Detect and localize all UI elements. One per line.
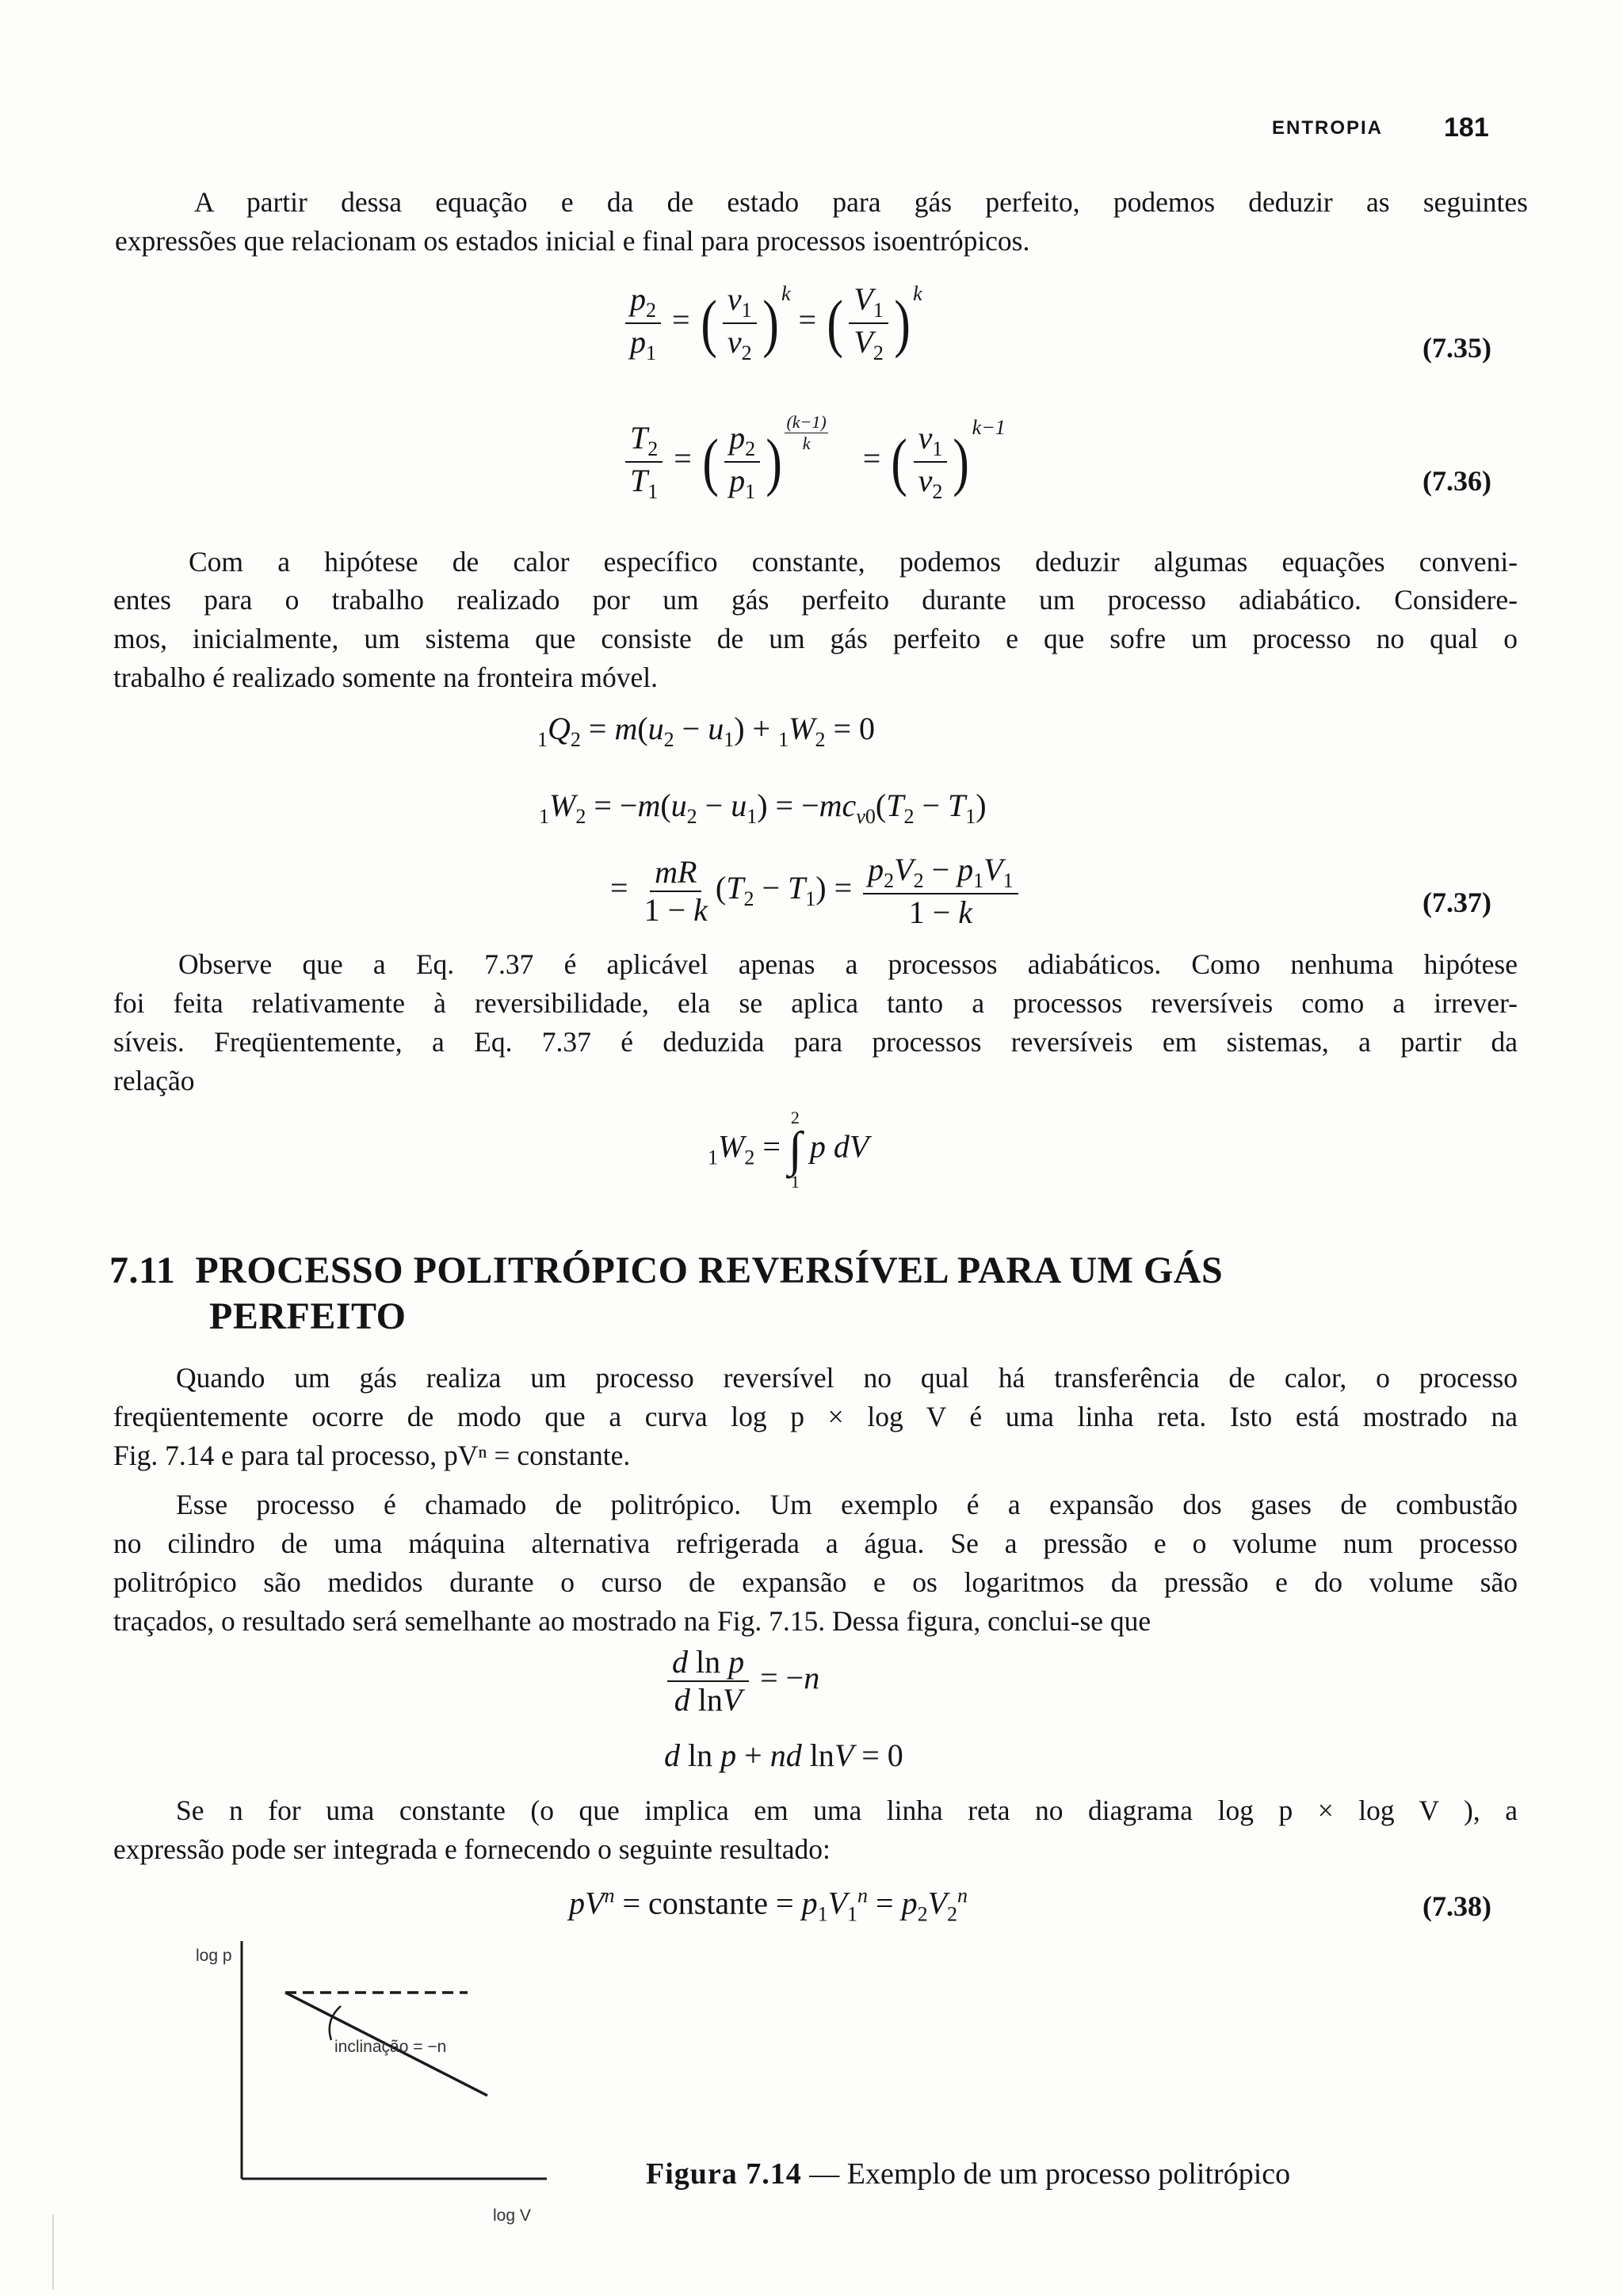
- page-number: 181: [1444, 113, 1489, 143]
- section-heading: [109, 1248, 1361, 1340]
- running-header-section: ENTROPIA: [1272, 117, 1384, 139]
- paragraph-line: Fig. 7.14 e para tal processo, pVⁿ = constante.: [113, 1440, 631, 1471]
- paragraph-line: Esse processo é chamado de politrópico. Um exemplo é a expansão dos gases de combustão: [176, 1489, 1518, 1520]
- figure-y-axis-label: log p: [196, 1947, 232, 1965]
- paragraph-line: Quando um gás realiza um processo reversível no qual há transferência de calor, o processo: [176, 1362, 1518, 1394]
- paragraph-line: freqüentemente ocorre de modo que a curva log p × log V é uma linha reta. Isto está mostrado na: [113, 1401, 1518, 1432]
- paragraph-line: síveis. Freqüentemente, a Eq. 7.37 é deduzida para processos reversíveis em sistemas, a partir da: [113, 1026, 1518, 1058]
- slope-angle-arc: [330, 2006, 341, 2040]
- equation-number: (7.35): [1423, 332, 1491, 364]
- paragraph-line: Observe que a Eq. 7.37 é aplicável apenas a processos adiabáticos. Como nenhuma hipótese: [178, 948, 1518, 980]
- paragraph-line: expressão pode ser integrada e fornecendo o seguinte resultado:: [113, 1833, 831, 1865]
- section-title-line: PROCESSO POLITRÓPICO REVERSÍVEL PARA UM GÁS: [195, 1249, 1224, 1291]
- equation-dln-sum: d ln p + nd lnV = 0: [664, 1737, 903, 1773]
- paragraph-line: mos, inicialmente, um sistema que consiste de um gás perfeito e que sofre um processo no qual o: [113, 623, 1518, 654]
- equation-integral: $_1W_2$ = 2 ∫ 1 p dV: [708, 1108, 869, 1192]
- figure-polytropic-plot: [230, 1941, 563, 2203]
- paragraph-line: Se n for uma constante (o que implica em uma linha reta no diagrama log p × log V ), a: [176, 1794, 1518, 1826]
- paragraph-line: no cilindro de uma máquina alternativa refrigerada a água. Se a pressão e o volume num processo: [113, 1527, 1518, 1559]
- page-edge-mark: [52, 2214, 54, 2290]
- paragraph-line: Com a hipótese de calor específico constante, podemos deduzir algumas equações conveni-: [189, 546, 1518, 578]
- equation-number: (7.36): [1423, 465, 1491, 497]
- equation-7-37: = $\frac{mR}{1 - k}$ $(T_2 - T_1)$ = $\frac{p_2V_2 - p_1V_1}{1 - k}$: [610, 852, 1022, 931]
- paragraph-line: trabalho é realizado somente na fronteira móvel.: [113, 662, 659, 693]
- equation-7-35: $\frac{p_2}{p_1}$ = ( $\frac{v_1}{v_2}$ ) $^k$ = ( $\frac{V_1}{V_2}$ ) $^k$: [622, 281, 922, 365]
- paragraph-line: traçados, o resultado será semelhante ao mostrado na Fig. 7.15. Dessa figura, conclui-se que: [113, 1605, 1151, 1637]
- paragraph-line: entes para o trabalho realizado por um gás perfeito durante um processo adiabático. Considere-: [113, 584, 1518, 616]
- figure-x-axis-label: log V: [493, 2206, 531, 2225]
- figure-caption-text: — Exemplo de um processo politrópico: [801, 2157, 1291, 2191]
- paragraph-line: relação: [113, 1065, 195, 1097]
- equation-number: (7.38): [1423, 1890, 1491, 1922]
- paragraph-line: A partir dessa equação e da de estado para gás perfeito, podemos deduzir as seguintes: [194, 186, 1528, 218]
- paragraph-line: foi feita relativamente à reversibilidade, ela se aplica tanto a processos reversíveis como a irrever-: [113, 987, 1518, 1019]
- equation-7-36: $\frac{T_2}{T_1}$ = ( $\frac{p_2}{p_1}$ ) $\frac{(k-1)}{k}$ = ( $\frac{v_1}{v_2}$ ) $^{k-1}$: [622, 412, 1006, 504]
- equation-work: $_1W_2 = -m(u_2 - u_1) = -mc_{v0}(T_2 - T_1)$: [539, 788, 987, 828]
- equation-first-law: $_1Q_2 = m(u_2 - u_1) + _1W_2 = 0$: [537, 711, 876, 751]
- section-title-line: PERFEITO: [209, 1295, 407, 1337]
- equation-dln-ratio: $\frac{\text{d ln p}}{\text{d lnV}}$ = −n: [664, 1644, 819, 1718]
- section-number: 7.11: [109, 1249, 176, 1291]
- figure-caption: [646, 2157, 1290, 2191]
- figure-caption-label: Figura 7.14: [646, 2157, 802, 2191]
- paragraph-line: politrópico são medidos durante o curso de expansão e os logaritmos da pressão e do volume são: [113, 1566, 1518, 1598]
- paragraph-line: expressões que relacionam os estados inicial e final para processos isoentrópicos.: [115, 225, 1030, 257]
- equation-number: (7.37): [1423, 887, 1491, 918]
- slope-annotation: inclinação = −n: [334, 2038, 447, 2056]
- equation-7-38: $pV^n$ = constante = $p_1V_1^n = p_2V_2^n$: [569, 1884, 968, 1926]
